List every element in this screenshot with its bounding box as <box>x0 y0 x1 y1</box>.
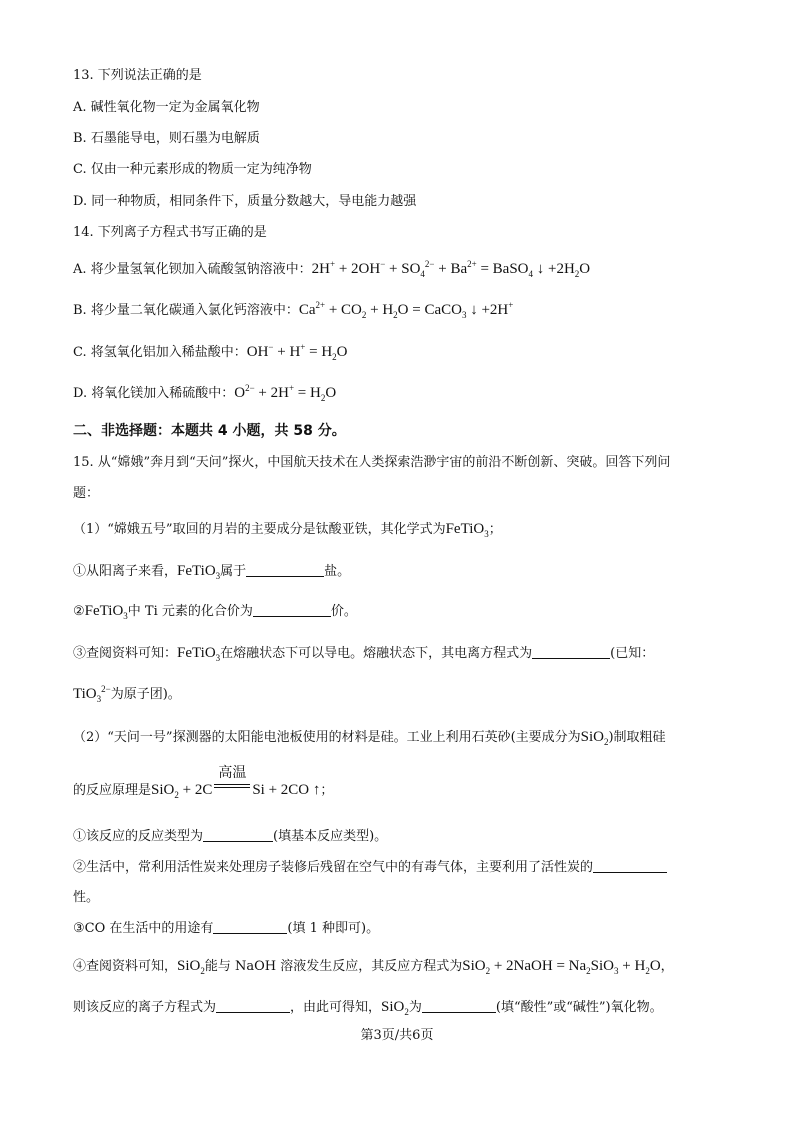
q13-stem: 13. 下列说法正确的是 <box>73 68 202 83</box>
comma: ， <box>660 959 674 974</box>
page-footer: 第3页/共6页 <box>360 1028 434 1043</box>
q13-option-a: A. 碱性氧化物一定为金属氧化物 <box>73 100 260 115</box>
q15-t1 <box>73 827 387 847</box>
q13-option-c: C. 仅由一种元素形成的物质一定为纯净物 <box>73 162 312 177</box>
q15-sub3-c: (已知： <box>610 646 655 661</box>
answer-blank[interactable] <box>246 562 324 577</box>
section-heading: 二、非选择题：本题共 4 小题，共 58 分。 <box>73 423 346 439</box>
q14-stem: 14. 下列离子方程式书写正确的是 <box>73 225 267 240</box>
q15-part2-b: )制取粗硅 <box>608 730 666 745</box>
q14-b-text: B. 将少量二氧化碳通入氯化钙溶液中： <box>73 303 299 318</box>
formula-fetio3: FeTiO$_3$ <box>177 645 221 663</box>
q15-t5-b: ，由此可得知， <box>290 1000 382 1015</box>
q15-sub2 <box>73 601 357 622</box>
reaction-condition-arrow <box>212 765 252 798</box>
q14-c-equation: $OH^- + H^+ = H_2O$ <box>246 342 348 362</box>
answer-blank[interactable] <box>216 998 290 1013</box>
q15-sub3 <box>73 643 654 664</box>
answer-blank[interactable] <box>532 644 610 659</box>
q14-a-text: A. 将少量氢氧化钡加入硫酸氢钠溶液中： <box>73 262 312 277</box>
q14-b-equation: $Ca^{2+} + CO_2 + H_2O$ = CaCO$_3$ ↓ +2H+ <box>298 300 514 320</box>
q14-d-text: D. 将氧化镁加入稀硫酸中： <box>73 386 235 401</box>
q15-t5-d: (填“酸性”或“碱性”)氧化物。 <box>495 1000 663 1015</box>
q15-t5-c: 为 <box>408 1000 422 1015</box>
answer-blank[interactable] <box>253 602 331 617</box>
q15-part1 <box>73 519 502 540</box>
answer-blank[interactable] <box>213 919 287 934</box>
q15-sub3-b: 在熔融状态下可以导电。熔融状态下，其电离方程式为 <box>220 646 533 661</box>
answer-blank[interactable] <box>203 827 273 842</box>
q15-sub1-a: ①从阳离子来看， <box>73 564 178 579</box>
q15-t3 <box>73 919 379 939</box>
circled-2: ② <box>73 604 85 619</box>
q15-t2 <box>73 858 667 878</box>
formula-fetio3: FeTiO$_3$ <box>445 521 489 539</box>
formula-fetio3: FeTiO$_3$ <box>177 563 221 581</box>
answer-blank[interactable] <box>422 998 496 1013</box>
naoh-equation: SiO$_2$ + 2NaOH = $Na_2SiO_3 + H_2O$ <box>462 958 661 976</box>
q15-part2-line1 <box>73 727 666 748</box>
q15-sub1-c: 盐。 <box>324 564 351 579</box>
answer-blank[interactable] <box>593 858 667 873</box>
formula-fetio3: FeTiO$_3$ <box>84 603 128 621</box>
q15-intro-line1: 15. 从“嫦娥”奔月到“天问”探火，中国航天技术在人类探索浩渺宇宙的前沿不断创新、突破。回答下列问 <box>73 455 671 470</box>
q13-option-b: B. 石墨能导电，则石墨为电解质 <box>73 131 260 146</box>
q15-sub3-d: 为原子团)。 <box>110 687 181 702</box>
q14-d-equation: $O^{2-} + 2H^+ = H_2O$ <box>234 383 337 403</box>
q15-sub3-a: ③查阅资料可知： <box>73 646 178 661</box>
reaction-condition: 高温 <box>218 765 247 781</box>
q15-sub2-c: 价。 <box>330 604 357 619</box>
q15-t3-b: (填 1 种即可)。 <box>287 921 380 936</box>
q14-option-d <box>73 383 336 404</box>
q15-part1-end: ； <box>488 522 502 537</box>
formula-sio2: SiO$_2$ <box>381 999 409 1017</box>
q15-t2-end: 性。 <box>73 890 100 905</box>
q15-t4-b: 能与 NaOH 溶液发生反应，其反应方程式为 <box>204 959 463 974</box>
q15-t4-a: ④查阅资料可知， <box>73 959 178 974</box>
formula-sio2: SiO$_2$ <box>580 729 609 747</box>
equal-bar-bottom <box>214 787 250 788</box>
q15-t1-b: (填基本反应类型)。 <box>273 829 388 844</box>
q15-intro-line2: 题： <box>73 486 100 501</box>
q15-sub2-b: 中 Ti 元素的化合价为 <box>127 604 253 619</box>
q15-part2-line2 <box>73 765 334 801</box>
q15-t3-a: ③CO 在生活中的用途有 <box>73 921 214 936</box>
q15-t5 <box>73 997 663 1018</box>
q15-t4 <box>73 956 674 977</box>
q15-part2-a: （2）“天问一号”探测器的太阳能电池板使用的材料是硅。工业上利用石英砂(主要成分为 <box>73 730 581 745</box>
q14-option-c <box>73 342 348 363</box>
reaction-equation: SiO$_2$ + 2C <box>151 782 213 800</box>
reaction-products: Si + 2CO ↑ <box>252 782 321 798</box>
q15-part1-text: （1）“嫦娥五号”取回的月岩的主要成分是钛酸亚铁，其化学式为 <box>73 522 446 537</box>
q15-sub1 <box>73 561 350 582</box>
formula-sio2: SiO$_2$ <box>177 958 205 976</box>
q15-sub3-note <box>73 684 181 705</box>
q15-sub1-b: 属于 <box>220 564 247 579</box>
q14-c-text: C. 将氢氧化铝加入稀盐酸中： <box>73 345 247 360</box>
q15-t5-a: 则该反应的离子方程式为 <box>73 1000 217 1015</box>
q14-option-a <box>73 259 590 280</box>
q15-t2-a: ②生活中，常利用活性炭来处理房子装修后残留在空气中的有毒气体，主要利用了活性炭的 <box>73 860 594 875</box>
q14-a-equation: $2H^+ + 2OH^- + SO_4^{2-} + Ba^{2+}$ = BaSO$_4$ ↓ $+2H_2O$ <box>311 259 591 279</box>
q15-t1-a: ①该反应的反应类型为 <box>73 829 204 844</box>
q15-part2-end: ； <box>320 783 334 798</box>
equal-bar-top <box>214 784 250 785</box>
q14-option-b <box>73 300 513 321</box>
formula-tio3-ion: TiO$_3^{2-}$ <box>73 684 111 704</box>
q15-part2-c: 的反应原理是 <box>73 783 152 798</box>
q13-option-d: D. 同一种物质，相同条件下，质量分数越大，导电能力越强 <box>73 194 417 209</box>
